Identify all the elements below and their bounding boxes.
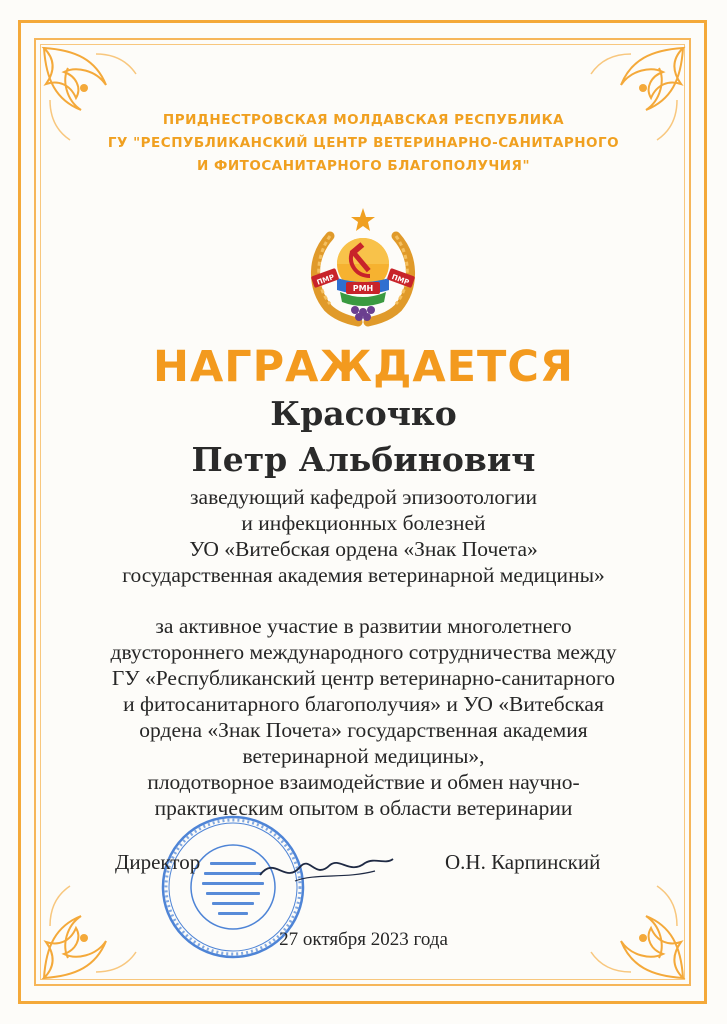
signer-name: О.Н. Карпинский: [445, 850, 601, 874]
emblem-ribbon-left-text: ПМР: [315, 273, 336, 287]
recipient-given-names: Петр Альбинович: [191, 440, 536, 479]
coat-of-arms-emblem: [300, 206, 426, 332]
reason-line: практическим опытом в области ветеринарии: [154, 796, 573, 820]
reason-line: ГУ «Республиканский центр ветеринарно-санитарного: [111, 666, 616, 690]
reason-line: плодотворное взаимодействие и обмен научно-: [147, 770, 580, 794]
header-line-2: ГУ "РЕСПУБЛИКАНСКИЙ ЦЕНТР ВЕТЕРИНАРНО-САНИТАРНОГО: [107, 135, 620, 151]
emblem-ribbon-right-text: ПМР: [390, 273, 411, 287]
reason-line: двустороннего международного сотрудничества между: [110, 640, 617, 664]
header-line-3: И ФИТОСАНИТАРНОГО БЛАГОПОЛУЧИЯ": [197, 158, 530, 174]
position-line: и инфекционных болезней: [241, 511, 486, 535]
header-line-1: ПРИДНЕСТРОВСКАЯ МОЛДАВСКАЯ РЕСПУБЛИКА: [162, 112, 565, 128]
director-signature: [255, 845, 395, 890]
position-line: государственная академия ветеринарной медицины»: [122, 563, 605, 587]
award-title: НАГРАЖДАЕТСЯ: [152, 342, 575, 392]
reason-line: за активное участие в развитии многолетнего: [155, 614, 572, 638]
position-line: УО «Витебская ордена «Знак Почета»: [189, 537, 538, 561]
reason-line: ветеринарной медицины»,: [242, 744, 485, 768]
position-line: заведующий кафедрой эпизоотологии: [190, 485, 537, 509]
issue-date: 27 октября 2023 года: [279, 929, 448, 950]
signature-role: Директор: [115, 850, 201, 874]
recipient-position: [60, 484, 667, 588]
emblem-ribbon-center-text: PMH: [352, 284, 374, 293]
reason-line: ордена «Знак Почета» государственная академия: [139, 718, 588, 742]
recipient-surname: Красочко: [270, 394, 457, 433]
reason-line: и фитосанитарного благополучия» и УО «Витебская: [123, 692, 604, 716]
award-reason: [60, 613, 667, 821]
